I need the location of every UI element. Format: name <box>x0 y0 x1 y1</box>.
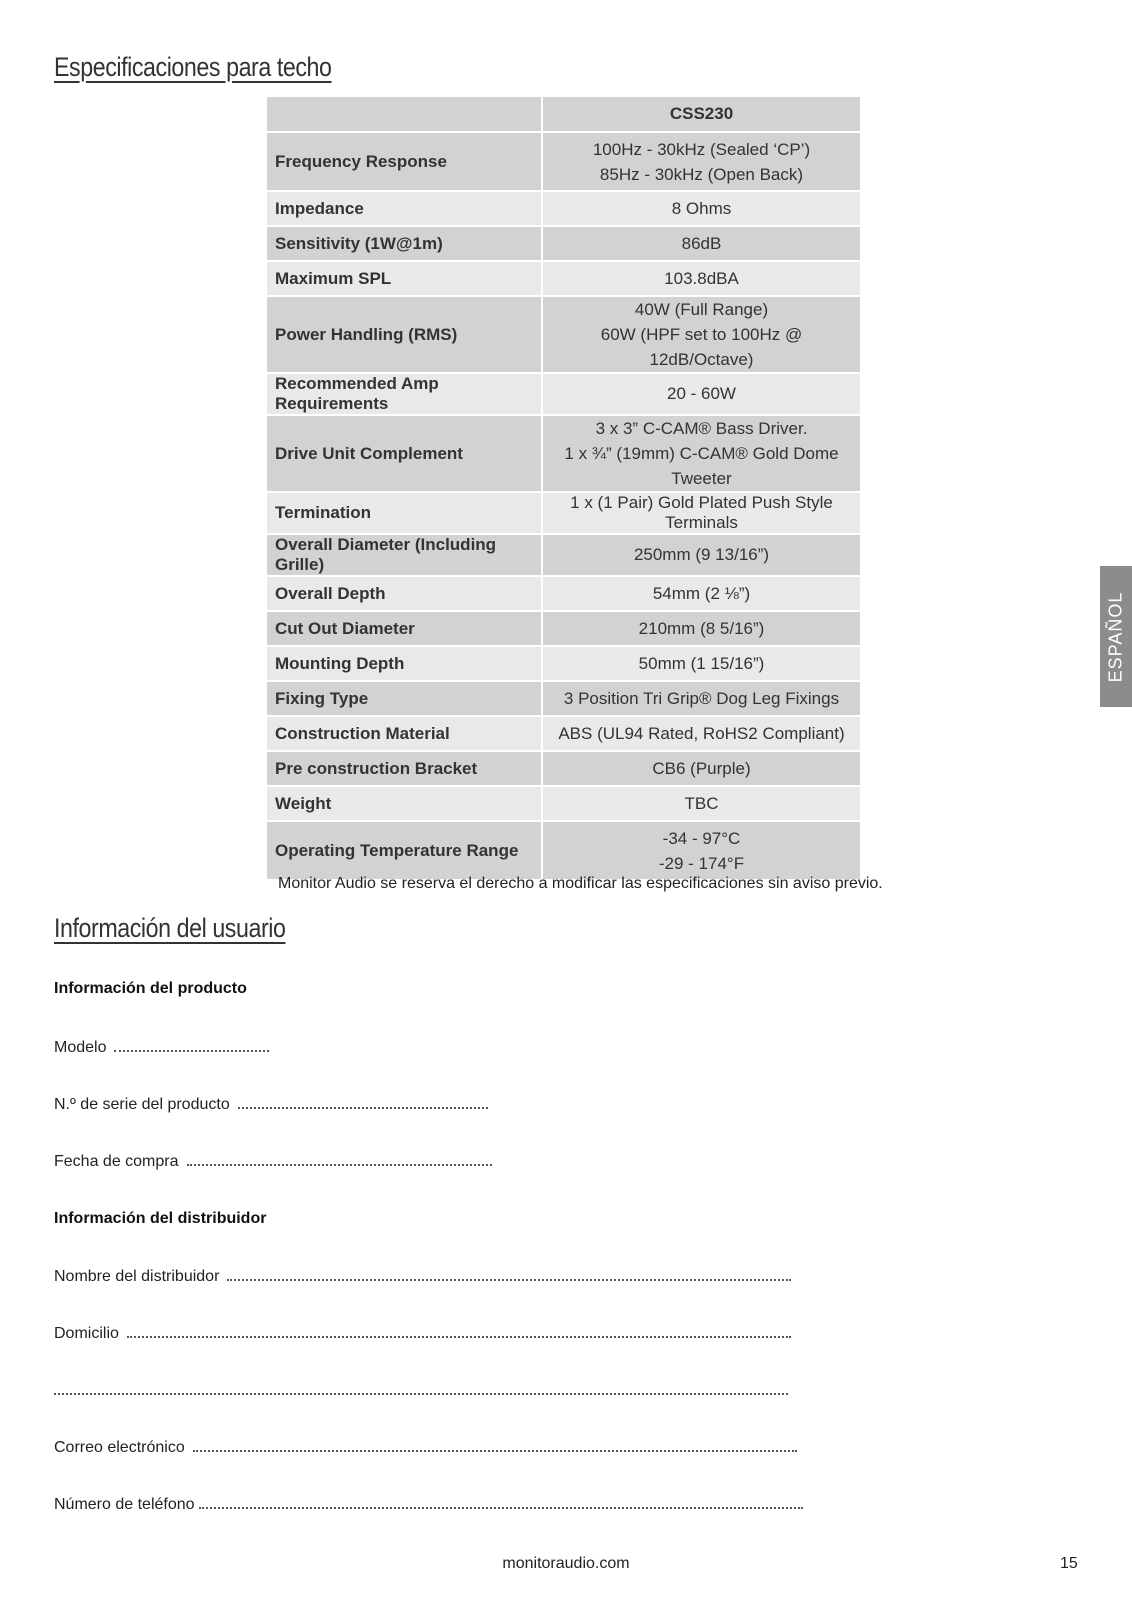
email-label: Correo electrónico <box>54 1439 185 1456</box>
spec-value-line: ABS (UL94 Rated, RoHS2 Compliant) <box>558 723 845 743</box>
language-side-tab <box>1100 566 1132 707</box>
table-row <box>266 681 861 716</box>
spec-value-line: 86dB <box>681 233 722 253</box>
footer-website: monitoraudio.com <box>502 1555 630 1572</box>
spec-label: Overall Depth <box>266 576 542 611</box>
page-number: 15 <box>1060 1555 1078 1572</box>
user-section-title: Información del usuario <box>54 913 286 943</box>
spec-value <box>542 373 861 415</box>
spec-label: Recommended Amp Requirements <box>266 373 542 415</box>
dealer-name-entry-line[interactable] <box>227 1267 791 1281</box>
spec-value <box>542 646 861 681</box>
spec-value-line: 54mm (2 ⅛”) <box>652 583 751 603</box>
spec-label: Sensitivity (1W@1m) <box>266 226 542 261</box>
spec-value-line: 100Hz - 30kHz (Sealed ‘CP’) <box>592 139 811 159</box>
spec-label: Pre construction Bracket <box>266 751 542 786</box>
specs-disclaimer: Monitor Audio se reserva el derecho a modificar las especificaciones sin aviso previo. <box>278 875 883 892</box>
phone-field <box>54 1495 803 1514</box>
specs-section-title: Especificaciones para techo <box>54 52 332 82</box>
dealer-info-heading: Información del distribuidor <box>54 1210 267 1227</box>
phone-label: Número de teléfono <box>54 1496 195 1513</box>
spec-value <box>542 786 861 821</box>
table-row <box>266 821 861 880</box>
spec-label: Construction Material <box>266 716 542 751</box>
purchase-date-entry-line[interactable] <box>187 1152 492 1166</box>
purchase-date-label: Fecha de compra <box>54 1153 179 1170</box>
table-row <box>266 786 861 821</box>
spec-value-line: 85Hz - 30kHz (Open Back) <box>599 164 804 184</box>
spec-value-line: 1 x ¾” (19mm) C-CAM® Gold Dome Tweeter <box>564 444 839 488</box>
table-row <box>266 226 861 261</box>
spec-value-line: 3 Position Tri Grip® Dog Leg Fixings <box>563 688 840 708</box>
spec-value <box>542 576 861 611</box>
spec-value <box>542 611 861 646</box>
spec-label: Weight <box>266 786 542 821</box>
dealer-name-label: Nombre del distribuidor <box>54 1268 220 1285</box>
spec-value <box>542 534 861 576</box>
specifications-table <box>265 95 862 881</box>
serial-entry-line[interactable] <box>238 1095 488 1109</box>
table-row <box>266 751 861 786</box>
email-field <box>54 1438 797 1457</box>
spec-value-line: 1 x (1 Pair) Gold Plated Push Style Terminals <box>570 493 833 532</box>
spec-label: Overall Diameter (Including Grille) <box>266 534 542 576</box>
spec-value <box>542 681 861 716</box>
spec-value <box>542 296 861 373</box>
table-row <box>266 576 861 611</box>
language-tab-label: ESPAÑOL <box>1105 591 1126 682</box>
address-continuation-field <box>54 1381 788 1395</box>
spec-value <box>542 716 861 751</box>
spec-label: Fixing Type <box>266 681 542 716</box>
spec-value-line: 60W (HPF set to 100Hz @ 12dB/Octave) <box>600 325 803 369</box>
table-row <box>266 534 861 576</box>
table-row <box>266 261 861 296</box>
email-entry-line[interactable] <box>193 1438 797 1452</box>
dealer-name-field <box>54 1267 791 1286</box>
spec-value-line: 250mm (9 13/16”) <box>633 545 770 564</box>
table-row <box>266 611 861 646</box>
spec-value <box>542 226 861 261</box>
address-entry-line[interactable] <box>127 1324 791 1338</box>
spec-value-line: CB6 (Purple) <box>652 758 751 778</box>
spec-value <box>542 132 861 191</box>
table-header-row <box>266 96 861 132</box>
spec-label: Mounting Depth <box>266 646 542 681</box>
spec-value <box>542 751 861 786</box>
spec-label: Impedance <box>266 191 542 226</box>
spec-label: Termination <box>266 492 542 534</box>
spec-value-line: TBC <box>684 793 719 813</box>
model-entry-line[interactable] <box>114 1038 269 1052</box>
table-row <box>266 296 861 373</box>
address-field <box>54 1324 791 1343</box>
table-row <box>266 373 861 415</box>
product-info-heading: Información del producto <box>54 980 247 997</box>
spec-label: Cut Out Diameter <box>266 611 542 646</box>
spec-value-line: 20 - 60W <box>667 384 736 403</box>
phone-entry-line[interactable] <box>199 1495 803 1509</box>
spec-label: Frequency Response <box>266 132 542 191</box>
spec-value <box>542 492 861 534</box>
spec-label: Power Handling (RMS) <box>266 296 542 373</box>
table-row <box>266 191 861 226</box>
table-row <box>266 716 861 751</box>
spec-value-line: 50mm (1 15/16”) <box>638 653 765 673</box>
model-field <box>54 1038 269 1057</box>
table-row <box>266 415 861 492</box>
spec-value <box>542 415 861 492</box>
serial-label: N.º de serie del producto <box>54 1096 230 1113</box>
spec-rows <box>266 132 861 880</box>
spec-value <box>542 261 861 296</box>
model-label: Modelo <box>54 1039 107 1056</box>
model-header: CSS230 <box>542 96 861 132</box>
spec-value <box>542 191 861 226</box>
address-label: Domicilio <box>54 1325 119 1342</box>
spec-label: Maximum SPL <box>266 261 542 296</box>
spec-value-line: 40W (Full Range) <box>634 300 769 319</box>
table-row <box>266 132 861 191</box>
spec-value-line: -34 - 97°C <box>662 828 741 848</box>
serial-field <box>54 1095 488 1114</box>
spec-value-line: 3 x 3” C-CAM® Bass Driver. <box>595 419 808 438</box>
spec-value-line: 210mm (8 5/16”) <box>638 618 765 638</box>
spec-value-line: 103.8dBA <box>664 268 739 288</box>
address-continuation-entry-line[interactable] <box>54 1381 788 1395</box>
table-row <box>266 646 861 681</box>
table-row <box>266 492 861 534</box>
table-header-blank <box>266 96 542 132</box>
spec-value <box>542 821 861 880</box>
spec-label: Operating Temperature Range <box>266 821 542 880</box>
purchase-date-field <box>54 1152 492 1171</box>
spec-value-line: 8 Ohms <box>671 198 732 218</box>
spec-label: Drive Unit Complement <box>266 415 542 492</box>
spec-value-line: -29 - 174°F <box>658 853 745 873</box>
